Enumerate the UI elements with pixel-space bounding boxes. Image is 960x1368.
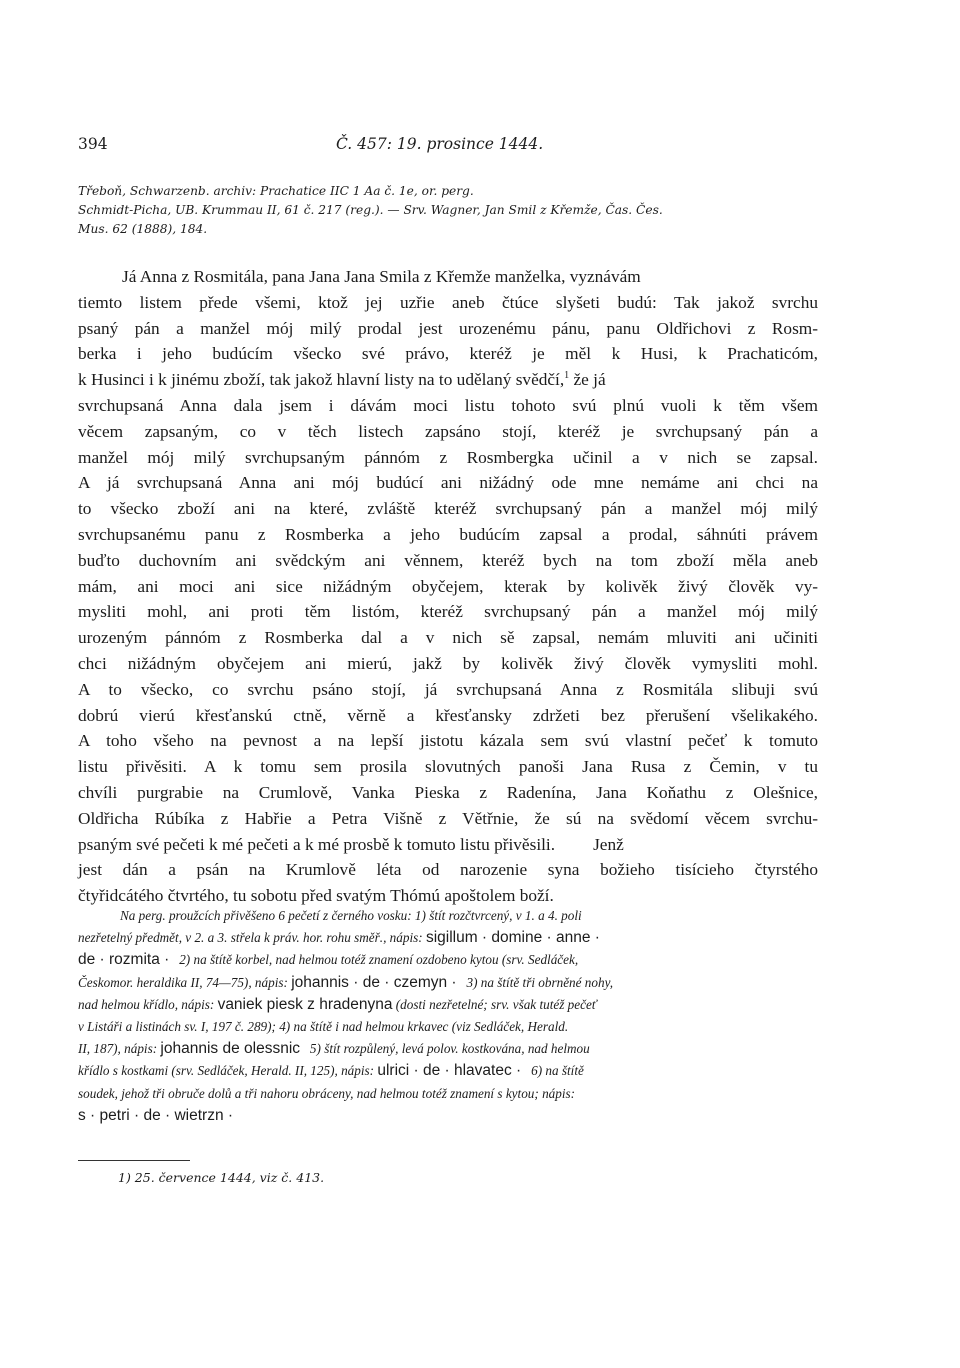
text-line: Oldřicha Rúbíka z Habřie a Petra Višně z Větřnie, že sú na svědomí věcem svrchu- [78, 808, 818, 828]
footnote: 1) 25. července 1444, viz č. 413. [118, 1170, 325, 1185]
page-number: 394 [78, 135, 108, 153]
text-line: to všecko zboží ani na které, zvláště kteréž svrchupsaný pán a manžel mój milý [78, 499, 818, 519]
text-line: mysliti mohl, ani proti těm listóm, kteréž svrchupsaný pán a manžel mój milý [78, 602, 818, 622]
seal-inscription: vaniek piesk z hradenyna [217, 995, 393, 1013]
text-line: A to všecko, co svrchu psáno stojí, já svrchupsaná Anna z Rosmitála slibuji svú [78, 679, 818, 699]
seal-inscription: johannis · de · czemyn · [291, 973, 457, 991]
text-line: čtyřidcátého čtvrtého, tu sobotu před svatým Thómú apoštolem boží. [78, 886, 554, 906]
note-line [78, 1083, 818, 1105]
text-line: svrchupsaná Anna dala jsem i dávám moci listu tohoto svú plnú vuoli k těm všem [78, 395, 818, 415]
text-line: listu přivěsiti. A k tomu sem prosila slovutných panoši Jana Rusa z Čemin, v tu [78, 757, 818, 777]
page-header [78, 135, 818, 159]
text-segment: Jenž [593, 834, 624, 854]
text-segment: psaným své pečeti k mé pečeti a k mé prosbě k tomuto listu přivěsili. [78, 834, 556, 854]
note-text: 5) štít rozpůlený, levá polov. kostkována, nad helmou [309, 1041, 590, 1057]
source-line: Schmidt-Picha, UB. Krummau II, 61 č. 217 (reg.). — Srv. Wagner, Jan Smil z Křemže, Čas. Čes. [78, 203, 663, 217]
text-line: dobrú vierú křesťanskú ctně, věrně a křesťansky zdržeti bez přerušení všelikakého. [78, 705, 818, 725]
note-line [78, 1060, 818, 1082]
text-line: berka i jeho budúcím všecko své právo, kteréž je měl k Husi, k Prachaticóm, [78, 344, 818, 364]
seal-inscription: s · petri · de · wietrzn · [78, 1106, 234, 1124]
text-line: A já svrchupsaná Anna ani mój budúcí ani nižádný ode mne nemáme ani chci na [78, 473, 818, 493]
note-text: nad helmou křídlo, nápis: [78, 996, 215, 1012]
source-line: Třeboň, Schwarzenb. archiv: Prachatice IIC 1 Aa č. 1e, or. perg. [78, 184, 474, 198]
text-line: urozeným pánnóm z Rosmberka dal a v nich sě zapsal, nemám mluviti ani učiniti [78, 628, 818, 648]
note-text: II, 187), nápis: [78, 1041, 158, 1057]
text-line: psaný pán a manžel mój milý prodal jest urozenému pánu, panu Oldřichovi z Rosm- [78, 318, 818, 338]
note-line [78, 927, 818, 949]
text-line: mám, ani moci ani sice nižádným obyčejem, kterak by kolivěk živý člověk vy- [78, 576, 818, 596]
text-line [78, 367, 818, 393]
note-text: v Listáři a listinách sv. I, 197 č. 289); 4) na štítě i nad helmou krkavec (viz Sedláček, Herald. [78, 1019, 569, 1035]
footnote-marker: 1 [564, 370, 570, 382]
seal-inscription: de · rozmita · [78, 951, 170, 969]
text-segment: že já [569, 370, 606, 390]
charter-text [78, 264, 818, 909]
note-line [78, 994, 818, 1016]
document-heading: Č. 457: 19. prosince 1444. [336, 135, 544, 153]
note-text: Na perg. proužcích přivěšeno 6 pečetí z černého vosku: 1) štít rozčtvrcený, v 1. a 4. poli [120, 908, 582, 923]
seal-description [78, 905, 818, 1127]
note-line [78, 905, 818, 927]
text-line: buďto duchovním ani svědckým ani věnnem, kteréž bych na tom zboží měla aneb [78, 550, 818, 570]
text-segment: k Husinci i k jinému zboží, tak jakož hlavní listy na to udělaný svědčí, [78, 370, 565, 390]
text-line: A toho všeho na pevnost a na lepší jistotu kázala sem svú vlastní pečeť k tomuto [78, 731, 818, 751]
seal-inscription: johannis de olessnic [160, 1040, 301, 1058]
note-line [78, 972, 818, 994]
note-line [78, 1016, 818, 1038]
text-line: chvíli purgrabie na Crumlově, Vanka Pieska z Radenína, Jana Koňathu z Olešnice, [78, 782, 818, 802]
note-text: křídlo s kostkami (srv. Sedláček, Herald. II, 125), nápis: [78, 1063, 375, 1079]
text-line: manžel mój milý svrchupsaným pánnóm z Rosmbergka učinil a v nich se zapsal. [78, 447, 818, 467]
note-text: nezřetelný předmět, v 2. a 3. střela k práv. hor. rohu směř., nápis: [78, 930, 423, 946]
footnote-divider [78, 1160, 190, 1161]
note-line [78, 1105, 818, 1127]
note-text: soudek, jehož tři obruče dolů a tři nahoru obráceny, nad helmou totéž znamení s kytou; nápis: [78, 1085, 576, 1101]
seal-inscription: sigillum · domine · anne · [425, 929, 600, 947]
note-text: Českomor. heraldika II, 74—75), nápis: [78, 974, 288, 990]
text-line: Já Anna z Rosmitála, pana Jana Jana Smila z Křemže manželka, vyznávám [122, 267, 641, 286]
note-line [78, 949, 818, 971]
seal-inscription: ulrici · de · hlavatec · [377, 1062, 522, 1080]
note-text: 2) na štítě korbel, nad helmou totéž znamení ozdobeno kytou (srv. Sedláček, [179, 952, 579, 968]
text-line: jest dán a psán na Krumlově léta od narozenie syna božieho tisícieho čtyrstého [78, 860, 818, 880]
source-line: Mus. 62 (1888), 184. [78, 222, 208, 236]
text-line: svrchupsanému panu z Rosmberka a jeho budúcím zapsal a prodal, sáhnúti právem [78, 524, 818, 544]
text-line: tiemto listem přede všemi, ktož jej uzřie aneb čtúce slyšeti budú: Tak jakož svrchu [78, 292, 818, 312]
note-text: 3) na štítě tři obrněné nohy, [466, 974, 613, 990]
text-line: chci nižádným obyčejem ani mierú, jakž by kolivěk živý člověk vymysliti mohl. [78, 653, 818, 673]
note-line [78, 1038, 818, 1060]
text-line: věcem zapsaným, co v těch listech zapsáno stojí, kteréž je svrchupsaný pán a [78, 421, 818, 441]
note-text: (dosti nezřetelné; srv. však tutéž pečeť [395, 996, 597, 1012]
note-text: 6) na štítě [531, 1063, 584, 1079]
text-line [78, 832, 818, 858]
source-references [78, 182, 818, 239]
